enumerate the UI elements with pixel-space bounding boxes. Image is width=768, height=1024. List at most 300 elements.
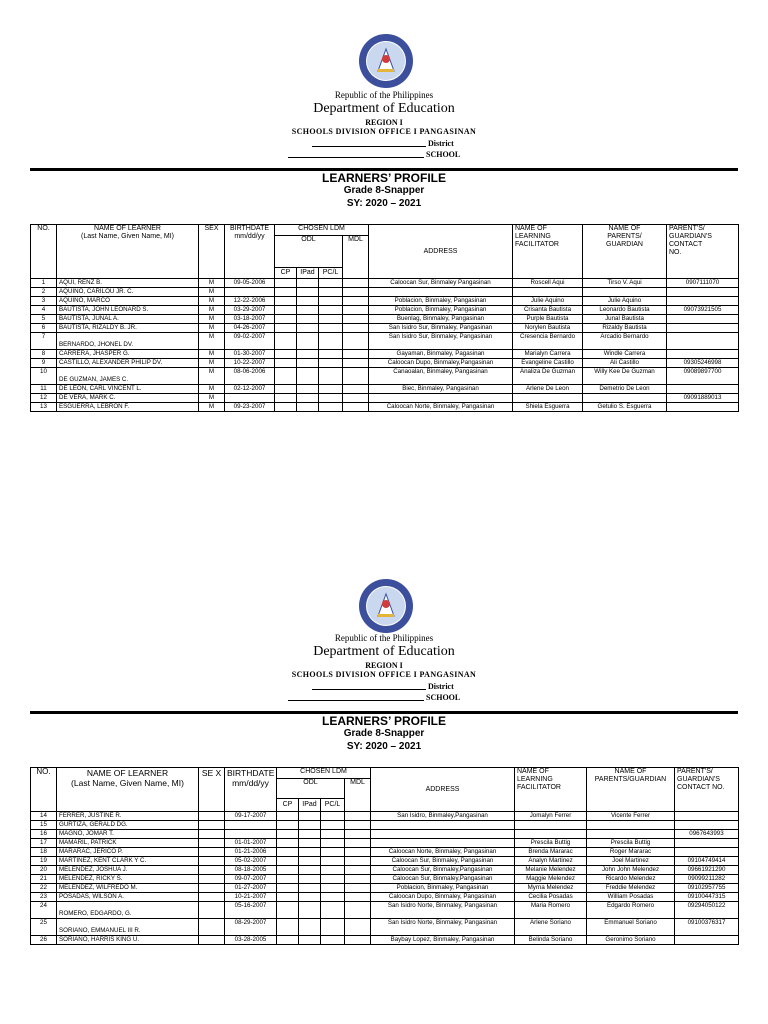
learner-sex: [199, 875, 225, 884]
parent-guardian: Roger Mararac: [587, 848, 675, 857]
learner-name: ESGUERRA, LEBRON F.: [57, 403, 199, 412]
learner-address: Caloocan Sur, Binmaley,Pangasinan: [371, 875, 515, 884]
learner-sex: M: [199, 368, 225, 385]
learning-facilitator: Jomalyn Ferrer: [515, 812, 587, 821]
ldm-cp: [277, 893, 299, 902]
contact-number: 09100447315: [675, 893, 739, 902]
learner-birthdate: 02-12-2007: [225, 385, 275, 394]
district-label: District: [428, 139, 454, 148]
col-cp: CP: [277, 799, 299, 812]
contact-number: [675, 821, 739, 830]
school-label: SCHOOL: [426, 150, 461, 159]
ldm-mdl: [345, 839, 371, 848]
deped-seal-icon: [358, 578, 414, 634]
row-number: 23: [31, 893, 57, 902]
row-number: 10: [31, 368, 57, 385]
learner-address: Baybay Lopez, Binmaley, Pangasinan: [371, 936, 515, 945]
learner-birthdate: 08-29-2007: [225, 919, 277, 936]
contact-number: 09091889013: [667, 394, 739, 403]
learner-name: FERRER, JUSTINE R.: [57, 812, 199, 821]
region-line: REGION I: [365, 118, 403, 127]
row-number: 13: [31, 403, 57, 412]
learner-sex: M: [199, 350, 225, 359]
col-birthdate: BIRTHDATE mm/dd/yy: [225, 768, 277, 812]
ldm-mdl: [345, 821, 371, 830]
row-number: 17: [31, 839, 57, 848]
learner-name: AQUINO, CARILOU JR. C.: [57, 288, 199, 297]
sy-line: SY: 2020 – 2021: [346, 741, 422, 752]
learner-birthdate: 01-01-2007: [225, 839, 277, 848]
learner-sex: [199, 821, 225, 830]
ldm-mdl: [345, 902, 371, 919]
ldm-mdl: [345, 866, 371, 875]
learner-sex: M: [199, 403, 225, 412]
contact-number: 09305246998: [667, 359, 739, 368]
col-pcl: PC/L: [319, 268, 343, 279]
ldm-mdl: [345, 884, 371, 893]
ldm-pcl: [321, 884, 345, 893]
col-chosen-ldm: CHOSEN LDM: [275, 225, 369, 236]
ldm-pcl: [321, 848, 345, 857]
col-mdl: MDL: [345, 779, 371, 812]
learner-address: Caloocan Dupo, Binmaley, Pangasinan: [371, 893, 515, 902]
row-number: 4: [31, 306, 57, 315]
contact-number: 09100376317: [675, 919, 739, 936]
learner-address: San Isidro, Binmaley,Pangasinan: [371, 812, 515, 821]
ldm-mdl: [345, 919, 371, 936]
col-name: NAME OF LEARNER (Last Name, Given Name, MI): [57, 225, 199, 279]
learner-sex: M: [199, 333, 225, 350]
learner-name: DE GUZMAN, JAMES C.: [57, 368, 199, 385]
learner-birthdate: 01-30-2007: [225, 350, 275, 359]
row-number: 16: [31, 830, 57, 839]
ldm-cp: [277, 884, 299, 893]
learner-birthdate: 01-21-2006: [225, 848, 277, 857]
learner-sex: M: [199, 324, 225, 333]
col-mdl: MDL: [343, 236, 369, 279]
learner-address: [371, 821, 515, 830]
learner-sex: M: [199, 315, 225, 324]
learner-address: [371, 830, 515, 839]
ldm-ipad: [299, 884, 321, 893]
learner-sex: [199, 884, 225, 893]
ldm-pcl: [321, 936, 345, 945]
contact-number: [675, 936, 739, 945]
learner-address: Caloocan Sur, Binmaley, Pangasinan: [371, 857, 515, 866]
parent-guardian: Demetrio De Leon: [583, 385, 667, 394]
learner-name: MELENDEZ, WILFREDO M.: [57, 884, 199, 893]
parent-guardian: Tirso V. Aqui: [583, 279, 667, 288]
department-line: Department of Education: [313, 101, 455, 116]
parent-guardian: Junal Bautista: [583, 315, 667, 324]
learner-name: MAGNO, JOMAR T.: [57, 830, 199, 839]
row-number: 7: [31, 333, 57, 350]
ldm-pcl: [321, 893, 345, 902]
learner-birthdate: 09-07-2007: [225, 875, 277, 884]
ldm-mdl: [345, 830, 371, 839]
row-number: 9: [31, 359, 57, 368]
table-row: [31, 866, 739, 875]
parent-guardian: Prescila Buttig: [587, 839, 675, 848]
learner-birthdate: 10-22-2007: [225, 359, 275, 368]
learning-facilitator: Crisanta Bautista: [513, 306, 583, 315]
ldm-cp: [277, 857, 299, 866]
parent-guardian: Getulio S. Esguerra: [583, 403, 667, 412]
learner-name: CARRERA, JHASPER G.: [57, 350, 199, 359]
contact-number: 09104749414: [675, 857, 739, 866]
row-number: 19: [31, 857, 57, 866]
profile-title: LEARNERS’ PROFILE: [321, 714, 446, 728]
table-row: [31, 830, 739, 839]
learning-facilitator: Cecilia Posadas: [515, 893, 587, 902]
col-sex: SEX: [199, 225, 225, 279]
learner-address: Biec, Binmaley, Pangasinan: [369, 385, 513, 394]
learner-birthdate: [225, 830, 277, 839]
learning-facilitator: [515, 830, 587, 839]
contact-number: 09661921290: [675, 866, 739, 875]
ldm-ipad: [299, 857, 321, 866]
row-number: 12: [31, 394, 57, 403]
col-cp: CP: [275, 268, 297, 279]
learning-facilitator: Maggie Melendez: [515, 875, 587, 884]
ldm-ipad: [299, 848, 321, 857]
row-number: 15: [31, 821, 57, 830]
learning-facilitator: Norylen Bautista: [513, 324, 583, 333]
learning-facilitator: Julie Aquino: [513, 297, 583, 306]
ldm-cp: [277, 830, 299, 839]
parent-guardian: [587, 830, 675, 839]
learner-name: AQUI, RENZ B.: [57, 279, 199, 288]
ldm-ipad: [299, 902, 321, 919]
learner-name: BERNARDO, JHONEL DV.: [57, 333, 199, 350]
learner-sex: [199, 830, 225, 839]
parent-guardian: Windle Carrera: [583, 350, 667, 359]
learning-facilitator: Arlene De Leon: [513, 385, 583, 394]
learner-address: Caloocan Dupo, Binmaley,Pangasinan: [369, 359, 513, 368]
table-row: [31, 884, 739, 893]
learner-name: GURTIZA, GERALD DG.: [57, 821, 199, 830]
ldm-mdl: [345, 936, 371, 945]
learner-sex: M: [199, 394, 225, 403]
row-number: 22: [31, 884, 57, 893]
learner-sex: [199, 919, 225, 936]
learner-address: Caloocan Norte, Binmaley, Pangasinan: [369, 403, 513, 412]
sy-line: SY: 2020 – 2021: [346, 198, 422, 209]
learner-birthdate: 08-06-2006: [225, 368, 275, 385]
row-number: 20: [31, 866, 57, 875]
ldm-cp: [277, 866, 299, 875]
learning-facilitator: Cresencia Bernardo: [513, 333, 583, 350]
learner-sex: [199, 839, 225, 848]
learner-name: MARARAC, JERICO P.: [57, 848, 199, 857]
learner-birthdate: 03-18-2007: [225, 315, 275, 324]
learner-birthdate: 10-21-2007: [225, 893, 277, 902]
learner-sex: [199, 866, 225, 875]
col-contact: PARENT'S/ GUARDIAN'S CONTACT NO.: [675, 768, 739, 812]
contact-number: 09294050122: [675, 902, 739, 919]
table-row: [31, 857, 739, 866]
learner-sex: [199, 848, 225, 857]
parent-guardian: Joel Martinez: [587, 857, 675, 866]
division-line: SCHOOLS DIVISION OFFICE I PANGASINAN: [291, 127, 477, 136]
table-row: [31, 812, 739, 821]
learner-address: Gayaman, Binmaley, Pagasinan: [369, 350, 513, 359]
parent-guardian: Ali Castillo: [583, 359, 667, 368]
ldm-pcl: [321, 875, 345, 884]
learner-address: Poblacion, Binmaley, Pangasinan: [369, 297, 513, 306]
col-odl: ODL: [275, 236, 343, 268]
learner-address: Caloocan Sur, Binmaley Pangasinan: [369, 279, 513, 288]
learning-facilitator: [515, 821, 587, 830]
contact-number: 09089897700: [667, 368, 739, 385]
learning-facilitator: Belinda Soriano: [515, 936, 587, 945]
learner-birthdate: [225, 821, 277, 830]
learner-birthdate: 08-18-2005: [225, 866, 277, 875]
row-number: 1: [31, 279, 57, 288]
parent-guardian: Edgardo Romero: [587, 902, 675, 919]
parent-guardian: William Posadas: [587, 893, 675, 902]
parent-guardian: Willy Kee De Guzman: [583, 368, 667, 385]
col-sex: SE X: [199, 768, 225, 812]
parent-guardian: John John Melendez: [587, 866, 675, 875]
learner-address: Buenlag, Binmaley, Pangasinan: [369, 315, 513, 324]
ldm-cp: [277, 821, 299, 830]
learner-address: [371, 839, 515, 848]
learner-address: San Isidro Sur, Binmaley, Pangasinan: [369, 333, 513, 350]
profile-title: LEARNERS’ PROFILE: [321, 171, 446, 185]
table-row: [31, 875, 739, 884]
grade-line: Grade 8-Snapper: [343, 728, 425, 739]
learner-sex: M: [199, 279, 225, 288]
contact-number: [675, 812, 739, 821]
learner-birthdate: 04-26-2007: [225, 324, 275, 333]
learning-facilitator: Analyn Martinez: [515, 857, 587, 866]
col-odl: ODL: [277, 779, 345, 799]
contact-number: [675, 848, 739, 857]
contact-number: 09099211282: [675, 875, 739, 884]
department-line: Department of Education: [313, 644, 455, 659]
learner-birthdate: 09-23-2007: [225, 403, 275, 412]
learner-address: San Isidro Norte, Binmaley, Pangasinan: [371, 902, 515, 919]
learner-address: Poblacion, Binmaley, Pangasinan: [369, 306, 513, 315]
learner-name: DE LEON, CARL VINCENT L.: [57, 385, 199, 394]
learner-birthdate: 09-05-2006: [225, 279, 275, 288]
grade-line: Grade 8-Snapper: [343, 185, 425, 196]
learner-name: BAUTISTA, JUNAL A.: [57, 315, 199, 324]
ldm-cp: [277, 902, 299, 919]
col-no: NO.: [31, 225, 57, 279]
ldm-pcl: [321, 839, 345, 848]
col-parents: NAME OF PARENTS/GUARDIAN: [587, 768, 675, 812]
republic-line: Republic of the Philippines: [334, 90, 434, 100]
learner-name: SORIANO, HARRIS KING U.: [57, 936, 199, 945]
col-address: ADDRESS: [369, 225, 513, 279]
learner-name: ROMERO, EDGARDO, G.: [57, 902, 199, 919]
learning-facilitator: Marialyn Carrera: [513, 350, 583, 359]
learner-name: MELENDEZ, JOSHUA J.: [57, 866, 199, 875]
col-ipad: IPad: [299, 799, 321, 812]
learner-birthdate: 03-29-2007: [225, 306, 275, 315]
learner-address: Poblacion, Binmaley, Pangasinan: [371, 884, 515, 893]
learner-sex: M: [199, 385, 225, 394]
table-row: [31, 919, 739, 936]
ldm-pcl: [321, 866, 345, 875]
region-line: REGION I: [365, 661, 403, 670]
col-birthdate: BIRTHDATE mm/dd/yy: [225, 225, 275, 279]
ldm-pcl: [321, 812, 345, 821]
learning-facilitator: Maria Romero: [515, 902, 587, 919]
ldm-ipad: [299, 812, 321, 821]
table-row: [31, 839, 739, 848]
col-chosen-ldm: CHOSEN LDM: [277, 768, 371, 779]
ldm-cp: [277, 848, 299, 857]
row-number: 14: [31, 812, 57, 821]
learner-birthdate: 03-28-2005: [225, 936, 277, 945]
division-line: SCHOOLS DIVISION OFFICE I PANGASINAN: [291, 670, 477, 679]
ldm-ipad: [299, 830, 321, 839]
learner-birthdate: 01-27-2007: [225, 884, 277, 893]
contact-number: 09102957755: [675, 884, 739, 893]
learning-facilitator: Arlene Soriano: [515, 919, 587, 936]
ldm-pcl: [321, 919, 345, 936]
learning-facilitator: Myrna Melendez: [515, 884, 587, 893]
learning-facilitator: Evangeline Castillo: [513, 359, 583, 368]
row-number: 6: [31, 324, 57, 333]
col-pcl: PC/L: [321, 799, 345, 812]
learner-birthdate: 09-02-2007: [225, 333, 275, 350]
ldm-ipad: [299, 839, 321, 848]
learner-name: POSADAS, WILSON A.: [57, 893, 199, 902]
parent-guardian: Leonardo Bautista: [583, 306, 667, 315]
learner-birthdate: 12-22-2006: [225, 297, 275, 306]
row-number: 21: [31, 875, 57, 884]
learner-sex: [199, 857, 225, 866]
learning-facilitator: Purple Bautista: [513, 315, 583, 324]
ldm-cp: [277, 936, 299, 945]
col-contact: PARENT'S/ GUARDIAN'S CONTACT NO.: [667, 225, 739, 279]
col-parents: NAME OF PARENTS/ GUARDIAN: [583, 225, 667, 279]
ldm-mdl: [345, 857, 371, 866]
row-number: 8: [31, 350, 57, 359]
ldm-mdl: [345, 848, 371, 857]
parent-guardian: Julie Aquino: [583, 297, 667, 306]
table-row: [31, 902, 739, 919]
col-address: ADDRESS: [371, 768, 515, 812]
row-number: 3: [31, 297, 57, 306]
learner-sex: [199, 902, 225, 919]
ldm-mdl: [345, 812, 371, 821]
contact-number: 0907111070: [667, 279, 739, 288]
parent-guardian: Rizaldy Bautista: [583, 324, 667, 333]
learner-name: AQUINO, MARCO: [57, 297, 199, 306]
row-number: 18: [31, 848, 57, 857]
learner-name: DE VERA, MARK C.: [57, 394, 199, 403]
learner-name: MAMARIL, PATRICK: [57, 839, 199, 848]
ldm-cp: [277, 839, 299, 848]
ldm-ipad: [299, 936, 321, 945]
col-ipad: IPad: [297, 268, 319, 279]
learner-address: Canaoalan, Binmaley, Pangasinan: [369, 368, 513, 385]
parent-guardian: Arcadio Bernardo: [583, 333, 667, 350]
school-label: SCHOOL: [426, 693, 461, 702]
ldm-cp: [277, 919, 299, 936]
school-blank: [288, 700, 424, 701]
learner-name: SORIANO, EMMANUEL III R.: [57, 919, 199, 936]
ldm-pcl: [321, 821, 345, 830]
ldm-ipad: [299, 866, 321, 875]
learning-facilitator: Brenda Mararac: [515, 848, 587, 857]
learner-address: Caloocan Norte, Binmaley, Pangasinan: [371, 848, 515, 857]
table-row: [31, 893, 739, 902]
parent-guardian: Vicente Ferrer: [587, 812, 675, 821]
row-number: 26: [31, 936, 57, 945]
row-number: 24: [31, 902, 57, 919]
contact-number: 0967643993: [675, 830, 739, 839]
learner-address: San Isidro Norte, Binmaley, Pangasinan: [371, 919, 515, 936]
table-row: [31, 848, 739, 857]
learner-sex: [199, 812, 225, 821]
col-name: NAME OF LEARNER (Last Name, Given Name, MI): [57, 768, 199, 812]
row-number: 11: [31, 385, 57, 394]
learning-facilitator: Shiela Esguerra: [513, 403, 583, 412]
parent-guardian: Ricardo Melendez: [587, 875, 675, 884]
learner-name: BAUTISTA, RIZALDY B. JR.: [57, 324, 199, 333]
ldm-ipad: [299, 821, 321, 830]
learner-sex: M: [199, 306, 225, 315]
learner-address: San Isidro Sur, Binmaley, Pangasinan: [369, 324, 513, 333]
learner-name: MARTINEZ, KENT CLARK Y C.: [57, 857, 199, 866]
parent-guardian: Freddie Melendez: [587, 884, 675, 893]
ldm-pcl: [321, 830, 345, 839]
learner-birthdate: 09-17-2007: [225, 812, 277, 821]
ldm-ipad: [299, 875, 321, 884]
parent-guardian: Geronimo Soriano: [587, 936, 675, 945]
district-blank: [312, 689, 426, 690]
learner-sex: [199, 893, 225, 902]
parent-guardian: [587, 821, 675, 830]
ldm-ipad: [299, 893, 321, 902]
table-row: [31, 936, 739, 945]
parent-guardian: Emmanuel Soriano: [587, 919, 675, 936]
learner-address: Caloocan Sur, Binmaley,Pangasinan: [371, 866, 515, 875]
learner-birthdate: 05-16-2007: [225, 902, 277, 919]
col-facilitator: NAME OF LEARNING FACILITATOR: [513, 225, 583, 279]
ldm-mdl: [345, 875, 371, 884]
learner-name: MELENDEZ, RICKY S.: [57, 875, 199, 884]
col-facilitator: NAME OF LEARNING FACILITATOR: [515, 768, 587, 812]
district-label: District: [428, 682, 454, 691]
contact-number: 09073921505: [667, 306, 739, 315]
ldm-ipad: [299, 919, 321, 936]
learner-name: BAUTISTA, JOHN LEONARD S.: [57, 306, 199, 315]
col-no: NO.: [31, 768, 57, 812]
ldm-cp: [277, 875, 299, 884]
learning-facilitator: Prescila Buttig: [515, 839, 587, 848]
learner-sex: M: [199, 359, 225, 368]
ldm-pcl: [321, 857, 345, 866]
learner-sex: M: [199, 297, 225, 306]
contact-number: [675, 839, 739, 848]
learner-name: CASTILLO, ALEXANDER PHILIP DV.: [57, 359, 199, 368]
learning-facilitator: Roscell Aqui: [513, 279, 583, 288]
republic-line: Republic of the Philippines: [334, 633, 434, 643]
table-row: [31, 821, 739, 830]
learning-facilitator: Melanie Melendez: [515, 866, 587, 875]
ldm-cp: [277, 812, 299, 821]
learner-birthdate: 05-02-2007: [225, 857, 277, 866]
ldm-mdl: [345, 893, 371, 902]
learner-sex: M: [199, 288, 225, 297]
